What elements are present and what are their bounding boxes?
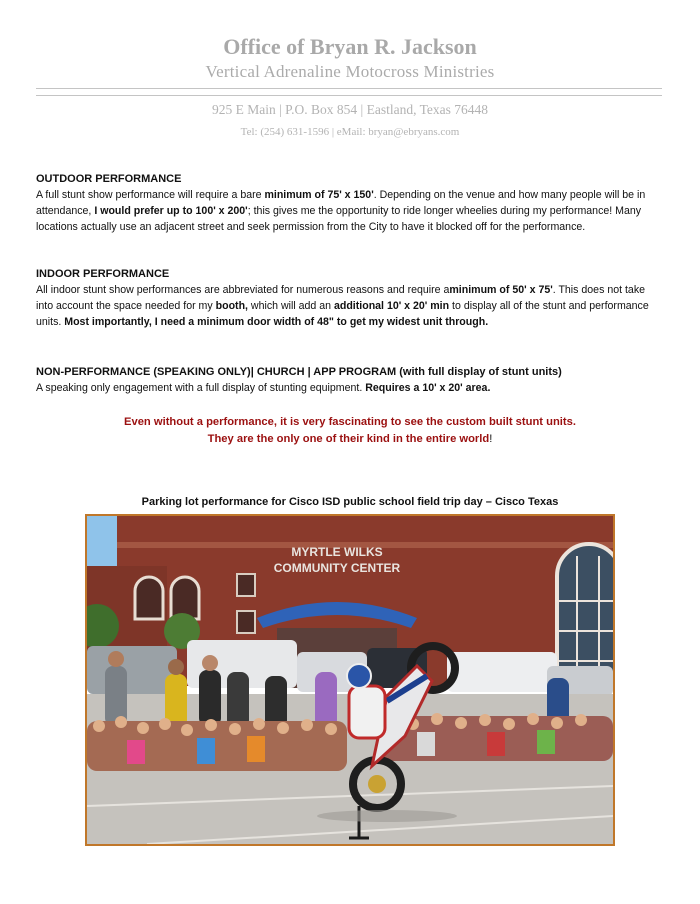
header-divider-bottom [36,95,662,96]
outdoor-text-2: . Depending on the venue and how many people will be in attendance, [36,189,646,217]
header-address: 925 E Main | P.O. Box 854 | Eastland, Texas 76448 [211,102,489,117]
indoor-bold-2: booth, [215,300,248,312]
outdoor-bold-1: minimum of 75' x 150' [264,189,374,201]
outdoor-text-1: A full stunt show performance will require a bare [36,189,265,201]
outdoor-heading: OUTDOOR PERFORMANCE [36,173,182,185]
outdoor-body [36,187,664,235]
outdoor-bold-2: I would prefer up to 100' x 200' [94,205,248,217]
speaking-text-1: A speaking only engagement with a full display of stunting equipment. [36,382,366,394]
indoor-bold-1: minimum of 50' x 75' [449,284,553,296]
speaking-heading: NON-PERFORMANCE (SPEAKING ONLY)| CHURCH | APP PROGRAM (with full display of stunt units) [36,366,562,378]
speaking-bold-1: Requires a 10' x 20' area. [365,382,491,394]
photo-sign-line-2: COMMUNITY CENTER [273,561,401,575]
header-divider-top [36,88,662,89]
outdoor-section [36,171,664,235]
indoor-section [36,266,664,330]
indoor-body [36,282,664,330]
indoor-text-2: . This does not take into account the space needed for my [36,284,646,312]
header-contact: Tel: (254) 631-1596 | eMail: bryan@ebryans.com [240,126,460,138]
highlight-line-2 [0,431,700,448]
highlight-line-2-text: They are the only one of their kind in the entire world [207,433,490,445]
indoor-text-1: All indoor stunt show performances are abbreviated for numerous reasons and require a [36,284,450,296]
highlight-callout [0,414,700,448]
speaking-body [36,380,664,396]
indoor-heading: INDOOR PERFORMANCE [36,268,170,280]
highlight-line-1: Even without a performance, it is very fascinating to see the custom built stunt units. [124,416,576,428]
indoor-text-4: to display all of the stunt and performance units. [36,300,649,328]
highlight-line-2-end: ! [489,433,493,445]
photo-shadow [317,810,457,822]
indoor-text-3: which will add an [247,300,334,312]
photo-sign-line-1: MYRTLE WILKS [291,545,383,559]
speaking-section [36,364,664,396]
indoor-bold-3: additional 10' x 20' min [333,300,450,312]
header-title: Office of Bryan R. Jackson [223,34,477,59]
header-subtitle: Vertical Adrenaline Motocross Ministries [205,62,495,81]
indoor-bold-4: Most importantly, I need a minimum door width of 48" to get my widest unit through. [64,316,489,328]
outdoor-text-3: ; this gives me the opportunity to ride longer wheelies during my performance! Many locations actually use an adjacent street and seek permission from the City to have it blocked off for the performance. [36,205,642,233]
photo-caption: Parking lot performance for Cisco ISD public school field trip day – Cisco Texas [141,496,559,508]
performance-photo [85,514,615,846]
photo-arched-window-right [557,544,613,686]
performance-photo-illustration [87,516,613,844]
